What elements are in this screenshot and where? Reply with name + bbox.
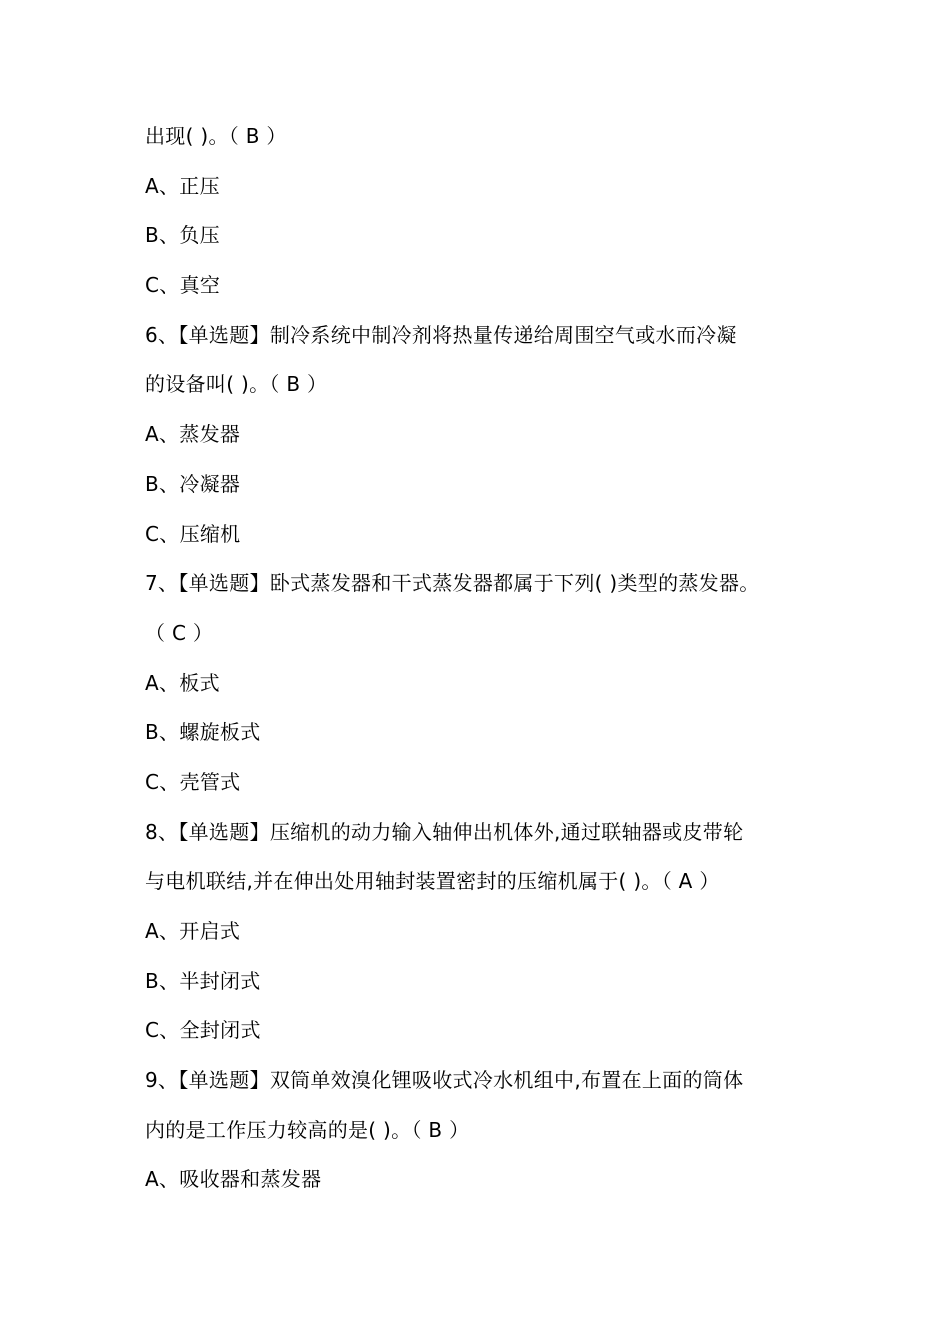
question-line: 6、【单选题】制冷系统中制冷剂将热量传递给周围空气或水而冷凝 xyxy=(145,322,737,347)
option-line: C、真空 xyxy=(145,273,221,298)
text-line: 出现( )。（ B ） xyxy=(145,124,287,148)
option-line: A、吸收器和蒸发器 xyxy=(145,1167,322,1192)
question-line: 8、【单选题】压缩机的动力输入轴伸出机体外,通过联轴器或皮带轮 xyxy=(145,819,744,844)
option-line: B、冷凝器 xyxy=(145,471,241,496)
option-line: C、全封闭式 xyxy=(145,1018,261,1043)
question-line: 9、【单选题】双筒单效溴化锂吸收式冷水机组中,布置在上面的筒体 xyxy=(145,1068,744,1093)
question-text-block xyxy=(145,112,825,1205)
text-line: 内的是工作压力较高的是( )。（ B ） xyxy=(145,1117,470,1142)
option-line: B、负压 xyxy=(145,223,220,248)
question-line: 7、【单选题】卧式蒸发器和干式蒸发器都属于下列( )类型的蒸发器。 xyxy=(145,571,760,596)
text-line: 与电机联结,并在伸出处用轴封装置密封的压缩机属于( )。（ A ） xyxy=(145,869,720,894)
option-line: C、壳管式 xyxy=(145,769,241,794)
option-line: B、螺旋板式 xyxy=(145,720,261,745)
option-line: A、开启式 xyxy=(145,919,241,943)
option-line: C、压缩机 xyxy=(145,521,241,546)
option-line: B、半封闭式 xyxy=(145,968,261,993)
text-line: （ C ） xyxy=(145,620,214,645)
option-line: A、正压 xyxy=(145,173,220,198)
option-line: A、板式 xyxy=(145,670,220,695)
option-line: A、蒸发器 xyxy=(145,422,241,447)
text-line: 的设备叫( )。（ B ） xyxy=(145,372,328,397)
